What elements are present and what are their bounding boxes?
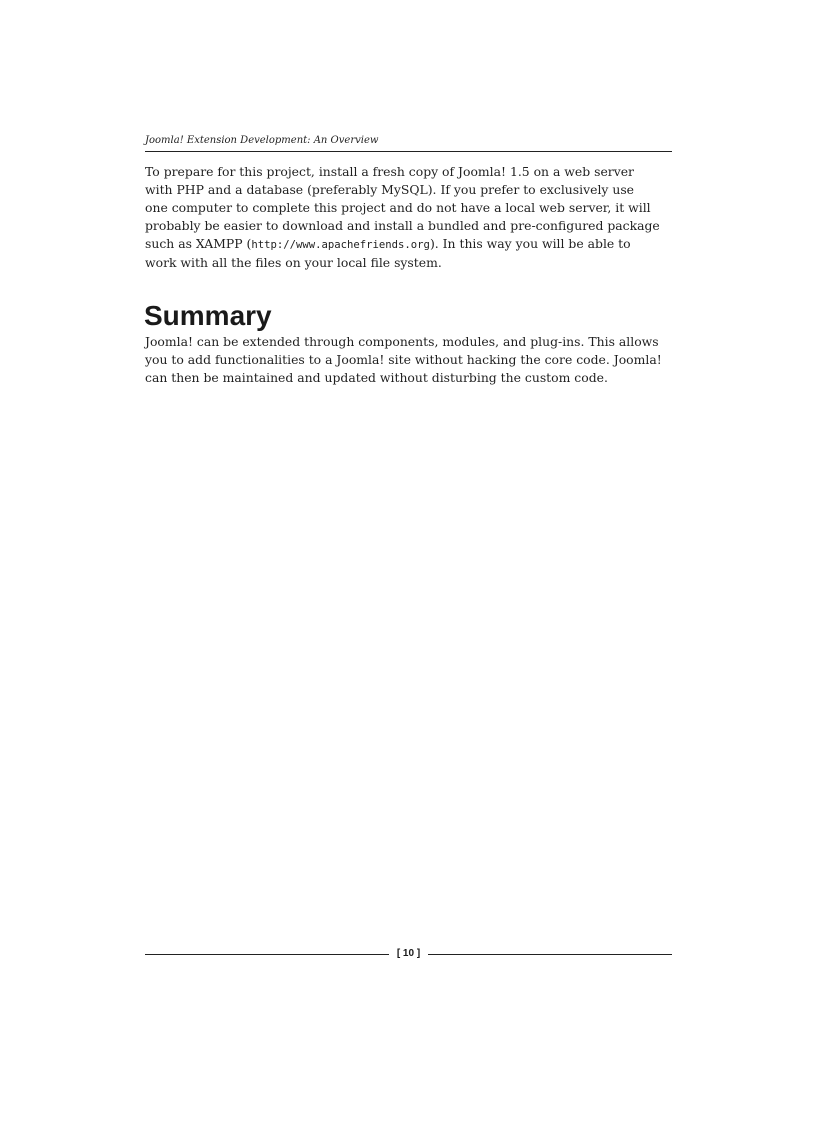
footer-rule-left <box>145 954 389 955</box>
footer-rule-right <box>428 954 672 955</box>
header-rule <box>145 151 672 152</box>
paragraph-line: To prepare for this project, install a fresh copy of Joomla! 1.5 on a web server <box>145 164 634 179</box>
paragraph-line: Joomla! can be extended through components, modules, and plug-ins. This allows <box>145 334 659 349</box>
paragraph-line: can then be maintained and updated without disturbing the custom code. <box>145 370 608 385</box>
running-header: Joomla! Extension Development: An Overview <box>145 135 379 146</box>
summary-heading: Summary <box>144 300 272 331</box>
summary-paragraph <box>145 333 672 387</box>
paragraph-line: one computer to complete this project and do not have a local web server, it will <box>145 200 651 215</box>
page-footer <box>145 946 672 962</box>
text-fragment: ). In this way you will be able to <box>429 236 631 251</box>
setup-paragraph <box>145 163 672 272</box>
paragraph-line <box>145 235 672 254</box>
text-fragment: such as XAMPP ( <box>145 236 252 251</box>
paragraph-line: with PHP and a database (preferably MySQL). If you prefer to exclusively use <box>145 182 635 197</box>
paragraph-line: you to add functionalities to a Joomla! site without hacking the core code. Joomla! <box>145 352 662 367</box>
paragraph-line: work with all the files on your local file system. <box>145 255 442 270</box>
paragraph-line: probably be easier to download and install a bundled and pre-configured package <box>145 218 660 233</box>
page-number: [ 10 ] <box>396 948 421 959</box>
xampp-url: http://www.apachefriends.org <box>251 239 430 251</box>
